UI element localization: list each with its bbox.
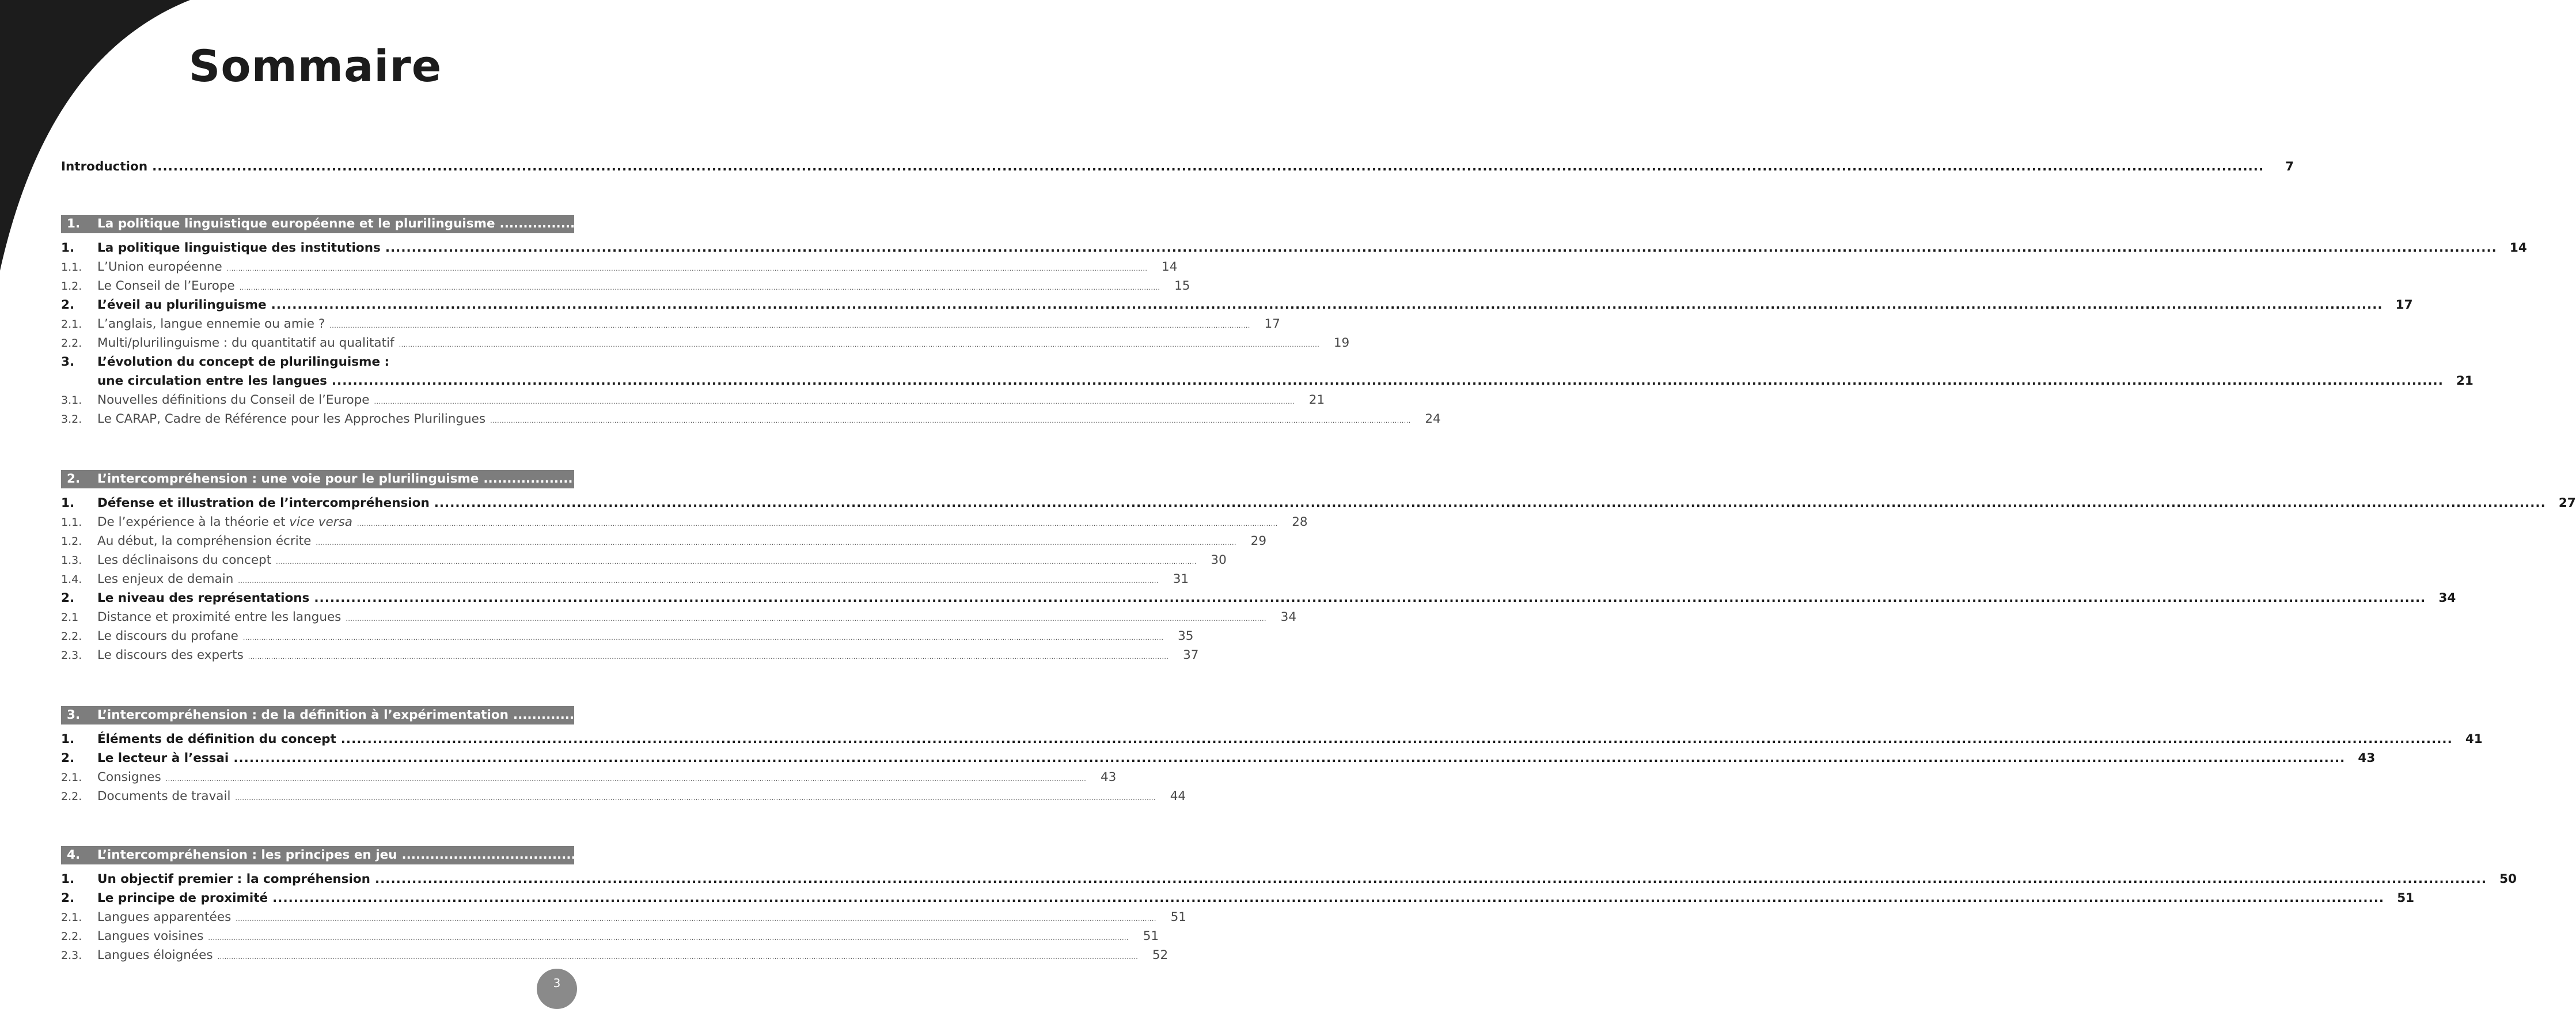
entry-label xyxy=(97,276,235,295)
entry-page: 35 xyxy=(1178,629,1194,643)
entry-page: 50 xyxy=(2499,872,2517,886)
entry-label xyxy=(97,646,244,665)
entry-label xyxy=(97,551,271,570)
entry-page: 52 xyxy=(1152,948,1169,962)
entry-page: 31 xyxy=(1173,572,1189,586)
page-number-badge xyxy=(537,969,577,1009)
entry-number: 1. xyxy=(61,496,75,510)
section-title: L’intercompréhension : une voie pour le plurilinguisme xyxy=(97,472,479,486)
entry-page: 51 xyxy=(1143,929,1159,943)
leader-dots: ................................................................................................................................................................................................................................................................................................................................................................................................................ xyxy=(329,322,1250,329)
toc-entry[interactable] xyxy=(61,532,1266,551)
toc-entry[interactable] xyxy=(61,570,1189,589)
entry-page: 17 xyxy=(1264,317,1280,331)
section-title: L’intercompréhension : de la définition à l’expérimentation xyxy=(97,708,509,722)
entry-label-text: Distance et proximité entre les langues xyxy=(97,610,342,624)
entry-number: 1.1. xyxy=(61,516,82,529)
entry-number: 1.2. xyxy=(61,535,82,548)
toc-entry[interactable] xyxy=(61,946,1169,965)
entry-page: 15 xyxy=(1174,279,1190,293)
entry-label xyxy=(97,730,336,749)
entry-number: 2.1 xyxy=(61,611,79,624)
entry-number: 2.2. xyxy=(61,930,82,943)
toc-row-introduction[interactable] xyxy=(61,157,2294,176)
section-number: 2. xyxy=(67,472,81,486)
toc-entry[interactable] xyxy=(61,787,1186,806)
entry-number: 2. xyxy=(61,298,75,312)
leader-dots: ................................................................................................................................................................................................................................................................................................................................................................................................................ xyxy=(356,520,1278,528)
leader-dots: ................................................................................................................................................................................................................................................................................................................................................................................................................ xyxy=(401,848,2283,862)
toc-entry[interactable] xyxy=(61,646,1199,665)
toc-entry[interactable] xyxy=(61,257,1178,276)
entry-label-text: La politique linguistique des institutions xyxy=(97,241,381,255)
entry-label xyxy=(97,570,233,589)
entry-label xyxy=(97,768,161,787)
entry-label xyxy=(97,908,231,927)
entry-label-text: De l’expérience à la théorie et xyxy=(97,515,290,529)
entry-label-text: Le niveau des représentations xyxy=(97,591,310,605)
leader-dots: ................................................................................................................................................................................................................................................................................................................................................................................................................ xyxy=(217,953,1139,961)
entry-number: 2.3. xyxy=(61,949,82,962)
toc-entry[interactable] xyxy=(61,927,1159,946)
entry-label-text: Langues voisines xyxy=(97,929,204,943)
entry-label-text: Le CARAP, Cadre de Référence pour les Approches Plurilingues xyxy=(97,412,486,426)
entry-number: 2.2. xyxy=(61,790,82,803)
leader-dots: ................................................................................................................................................................................................................................................................................................................................................................................................................ xyxy=(375,872,2487,886)
entry-number: 3.1. xyxy=(61,394,82,407)
toc-entry[interactable] xyxy=(61,295,2413,314)
entry-page: 37 xyxy=(1183,648,1199,662)
leader-dots: ................................................................................................................................................................................................................................................................................................................................................................................................................ xyxy=(340,732,2453,746)
entry-page: 51 xyxy=(1170,910,1186,924)
entry-page: 29 xyxy=(1250,534,1266,548)
entry-page: 51 xyxy=(2397,891,2415,905)
entry-page: 19 xyxy=(1333,336,1350,350)
entry-label xyxy=(97,352,389,371)
leader-dots: ................................................................................................................................................................................................................................................................................................................................................................................................................ xyxy=(331,374,2444,388)
entry-page: 44 xyxy=(1170,789,1186,803)
entry-label-text: Les déclinaisons du concept xyxy=(97,553,272,567)
entry-label-text: L’anglais, langue ennemie ou amie ? xyxy=(97,317,325,331)
entry-number: 2. xyxy=(61,891,75,905)
section-header[interactable] xyxy=(61,215,2411,233)
section-page: 49 xyxy=(2296,848,2313,862)
entry-label-text: L’Union européenne xyxy=(97,260,222,274)
leader-dots: ................................................................................................................................................................................................................................................................................................................................................................................................................ xyxy=(152,160,2264,174)
entry-label xyxy=(97,295,267,314)
leader-dots: ................................................................................................................................................................................................................................................................................................................................................................................................................ xyxy=(208,934,1129,942)
entry-page: 28 xyxy=(1292,515,1308,529)
leader-dots: ................................................................................................................................................................................................................................................................................................................................................................................................................ xyxy=(385,241,2497,255)
entry-number: 2.1. xyxy=(61,911,82,924)
toc-entry[interactable] xyxy=(61,870,2517,889)
entry-number: 1. xyxy=(61,241,75,255)
section-number: 3. xyxy=(67,708,81,722)
entry-page: 14 xyxy=(1162,260,1178,274)
toc-entry[interactable] xyxy=(61,238,2527,257)
entry-number: 2.2. xyxy=(61,630,82,643)
entry-label xyxy=(97,314,325,333)
section-title: La politique linguistique européenne et le plurilinguisme xyxy=(97,217,495,231)
leader-dots: ................................................................................................................................................................................................................................................................................................................................................................................................................ xyxy=(434,496,2546,510)
entry-label xyxy=(97,390,370,409)
toc-entry[interactable] xyxy=(61,749,2376,768)
section-page: 27 xyxy=(2377,472,2395,486)
leader-dots: ................................................................................................................................................................................................................................................................................................................................................................................................................ xyxy=(233,751,2346,765)
entry-label xyxy=(97,532,311,551)
entry-label-text: Langues apparentées xyxy=(97,910,232,924)
entry-label xyxy=(97,589,309,608)
leader-dots: ................................................................................................................................................................................................................................................................................................................................................................................................................ xyxy=(499,217,2381,231)
entry-label-text: Langues éloignées xyxy=(97,948,213,962)
entry-page: 41 xyxy=(2465,732,2483,746)
entry-label xyxy=(97,627,238,646)
leader-dots: ................................................................................................................................................................................................................................................................................................................................................................................................................ xyxy=(314,591,2426,605)
entry-page: 43 xyxy=(2358,751,2376,765)
entry-number: 2.1. xyxy=(61,318,82,331)
entry-label-text: Nouvelles définitions du Conseil de l’Europe xyxy=(97,393,370,407)
entry-page: 34 xyxy=(1280,610,1297,624)
leader-dots: ................................................................................................................................................................................................................................................................................................................................................................................................................ xyxy=(272,891,2385,905)
leader-dots: ................................................................................................................................................................................................................................................................................................................................................................................................................ xyxy=(236,915,1156,923)
entry-label-text: Multi/plurilinguisme : du quantitatif au qualitatif xyxy=(97,336,394,350)
toc-entry[interactable] xyxy=(61,352,574,371)
entry-label xyxy=(97,409,485,428)
leader-dots: ................................................................................................................................................................................................................................................................................................................................................................................................................ xyxy=(316,539,1236,547)
toc-entry[interactable] xyxy=(61,494,2576,513)
toc-entry[interactable] xyxy=(61,513,1308,532)
leader-dots: ................................................................................................................................................................................................................................................................................................................................................................................................................ xyxy=(346,615,1267,623)
entry-number: 2.2. xyxy=(61,337,82,350)
entry-label xyxy=(97,787,230,806)
entry-label xyxy=(97,238,381,257)
toc-entry[interactable] xyxy=(61,889,2415,908)
entry-label xyxy=(97,371,327,390)
leader-dots: ................................................................................................................................................................................................................................................................................................................................................................................................................ xyxy=(513,708,2395,722)
toc-entry[interactable] xyxy=(61,608,1297,627)
toc-section-2 xyxy=(61,470,2576,665)
toc-entry[interactable] xyxy=(61,627,1194,646)
entry-number: 1. xyxy=(61,732,75,746)
leader-dots: ................................................................................................................................................................................................................................................................................................................................................................................................................ xyxy=(238,577,1159,585)
entry-page: 21 xyxy=(2456,374,2473,388)
toc-entry[interactable] xyxy=(61,333,1350,352)
entry-label-text: Au début, la compréhension écrite xyxy=(97,534,312,548)
intro-entry xyxy=(61,157,2294,176)
leader-dots: ................................................................................................................................................................................................................................................................................................................................................................................................................ xyxy=(271,298,2383,312)
entry-label-text: Documents de travail xyxy=(97,789,231,803)
entry-number: 1.1. xyxy=(61,261,82,274)
toc-entry[interactable] xyxy=(61,390,1325,409)
entry-page: 24 xyxy=(1425,412,1441,426)
entry-page: 7 xyxy=(2285,160,2294,174)
toc-entry[interactable] xyxy=(61,409,1441,428)
section-header[interactable] xyxy=(61,846,2313,864)
entry-number: 3.2. xyxy=(61,413,82,426)
leader-dots: ................................................................................................................................................................................................................................................................................................................................................................................................................ xyxy=(248,653,1169,661)
entry-page: 14 xyxy=(2509,241,2527,255)
leader-dots: ................................................................................................................................................................................................................................................................................................................................................................................................................ xyxy=(374,398,1295,405)
entry-label-text: Éléments de définition du concept xyxy=(97,732,336,746)
entry-page: 21 xyxy=(1308,393,1325,407)
toc-entry[interactable] xyxy=(61,730,2483,749)
section-header[interactable] xyxy=(61,470,2395,488)
page-number: 3 xyxy=(553,976,561,990)
toc-section-1 xyxy=(61,215,2527,428)
entry-page: 30 xyxy=(1211,553,1227,567)
entry-label xyxy=(97,494,430,513)
entry-number: 1.3. xyxy=(61,554,82,567)
entry-label-text: Un objectif premier : la compréhension xyxy=(97,872,370,886)
entry-page: 27 xyxy=(2558,496,2576,510)
leader-dots: ................................................................................................................................................................................................................................................................................................................................................................................................................ xyxy=(226,265,1148,272)
entry-label xyxy=(97,889,268,908)
toc-entry[interactable] xyxy=(61,371,2473,390)
entry-number: 3. xyxy=(61,355,75,369)
toc-entry[interactable] xyxy=(61,589,2456,608)
entry-number: 2.3. xyxy=(61,649,82,662)
entry-page: 43 xyxy=(1100,770,1117,784)
entry-number: 2. xyxy=(61,591,75,605)
entry-label xyxy=(97,870,370,889)
entry-label-text: Le principe de proximité xyxy=(97,891,268,905)
entry-label xyxy=(97,333,394,352)
entry-page: 34 xyxy=(2438,591,2456,605)
page-title: Sommaire xyxy=(188,40,442,92)
entry-number: 2. xyxy=(61,751,75,765)
section-page: 13 xyxy=(2393,217,2411,231)
toc-entry[interactable] xyxy=(61,908,1186,927)
entry-label-italic: vice versa xyxy=(289,515,352,529)
toc-section-3 xyxy=(61,706,2483,806)
entry-label-text: L’éveil au plurilinguisme xyxy=(97,298,267,312)
leader-dots: ................................................................................................................................................................................................................................................................................................................................................................................................................ xyxy=(242,634,1164,642)
entry-label-text: Défense et illustration de l’intercompréhension xyxy=(97,496,430,510)
entry-label xyxy=(97,513,352,532)
entry-label xyxy=(97,946,213,965)
entry-number: 1. xyxy=(61,872,75,886)
leader-dots: ................................................................................................................................................................................................................................................................................................................................................................................................................ xyxy=(239,284,1160,291)
leader-dots: ................................................................................................................................................................................................................................................................................................................................................................................................................ xyxy=(235,794,1156,802)
entry-label-text: Les enjeux de demain xyxy=(97,572,234,586)
toc-entry[interactable] xyxy=(61,768,1117,787)
toc-entry[interactable] xyxy=(61,551,1227,570)
entry-label xyxy=(97,749,229,768)
entry-label xyxy=(97,257,222,276)
entry-label: Introduction xyxy=(61,160,148,174)
entry-label-text: une circulation entre les langues xyxy=(97,374,327,388)
section-header[interactable] xyxy=(61,706,2425,724)
leader-dots: ................................................................................................................................................................................................................................................................................................................................................................................................................ xyxy=(276,558,1197,566)
entry-number: 1.2. xyxy=(61,280,82,293)
toc-entry[interactable] xyxy=(61,314,1280,333)
entry-label-text: Le lecteur à l’essai xyxy=(97,751,229,765)
entry-label-text: Le discours du profane xyxy=(97,629,238,643)
entry-number: 2.1. xyxy=(61,771,82,784)
section-title: L’intercompréhension : les principes en jeu xyxy=(97,848,397,862)
entry-page: 17 xyxy=(2395,298,2413,312)
entry-label xyxy=(97,927,203,946)
entry-label-text: Le discours des experts xyxy=(97,648,244,662)
entry-label-text: L’évolution du concept de plurilinguisme : xyxy=(97,355,390,369)
leader-dots: ................................................................................................................................................................................................................................................................................................................................................................................................................ xyxy=(165,775,1087,783)
toc-section-4 xyxy=(61,846,2517,965)
section-number: 4. xyxy=(67,848,81,862)
section-number: 1. xyxy=(67,217,81,231)
entry-number: 1.4. xyxy=(61,573,82,586)
entry-label-text: Le Conseil de l’Europe xyxy=(97,279,235,293)
toc-entry[interactable] xyxy=(61,276,1190,295)
leader-dots: ................................................................................................................................................................................................................................................................................................................................................................................................................ xyxy=(399,341,1320,348)
leader-dots: ................................................................................................................................................................................................................................................................................................................................................................................................................ xyxy=(490,417,1411,424)
entry-label-text: Consignes xyxy=(97,770,161,784)
entry-label xyxy=(97,608,341,627)
leader-dots: ................................................................................................................................................................................................................................................................................................................................................................................................................ xyxy=(483,472,2365,486)
section-page: 41 xyxy=(2407,708,2425,722)
